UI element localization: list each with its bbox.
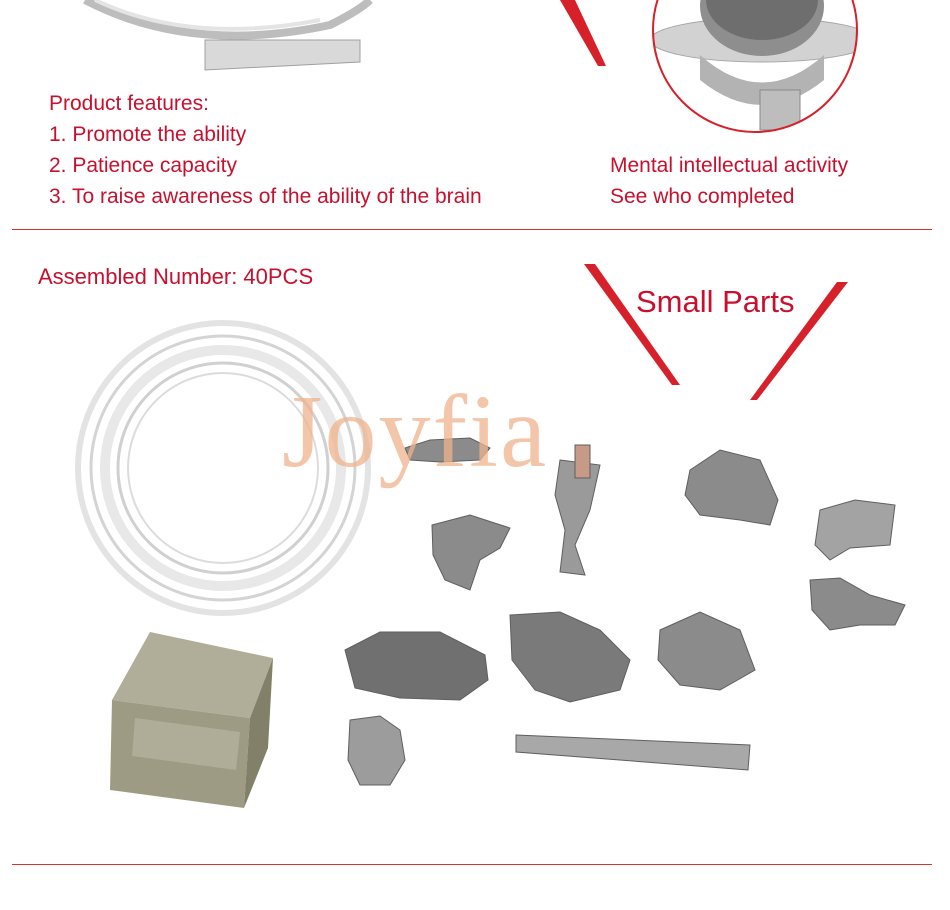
feature-item-1: 1. Promote the ability	[49, 123, 247, 146]
feature-item-3: 3. To raise awareness of the ability of the brain	[49, 185, 482, 208]
top-ring-partial	[85, 0, 370, 70]
small-parts-label: Small Parts	[636, 284, 795, 319]
assembled-number-label: Assembled Number: 40PCS	[38, 264, 314, 289]
feature-item-2: 2. Patience capacity	[49, 154, 237, 177]
side-text-line-1: Mental intellectual activity	[610, 154, 849, 177]
section-divider-bottom	[12, 864, 932, 865]
section-divider-top	[12, 229, 932, 230]
top-arrow	[560, 0, 606, 66]
small-parts-arrow-left	[584, 264, 680, 385]
side-text-line-2: See who completed	[610, 185, 795, 208]
zoom-circle	[650, 0, 874, 140]
features-title: Product features:	[49, 92, 209, 115]
brand-watermark: Joyfia	[282, 374, 549, 489]
features-block	[49, 88, 482, 212]
side-text-block	[610, 150, 848, 212]
base-part	[110, 632, 273, 808]
